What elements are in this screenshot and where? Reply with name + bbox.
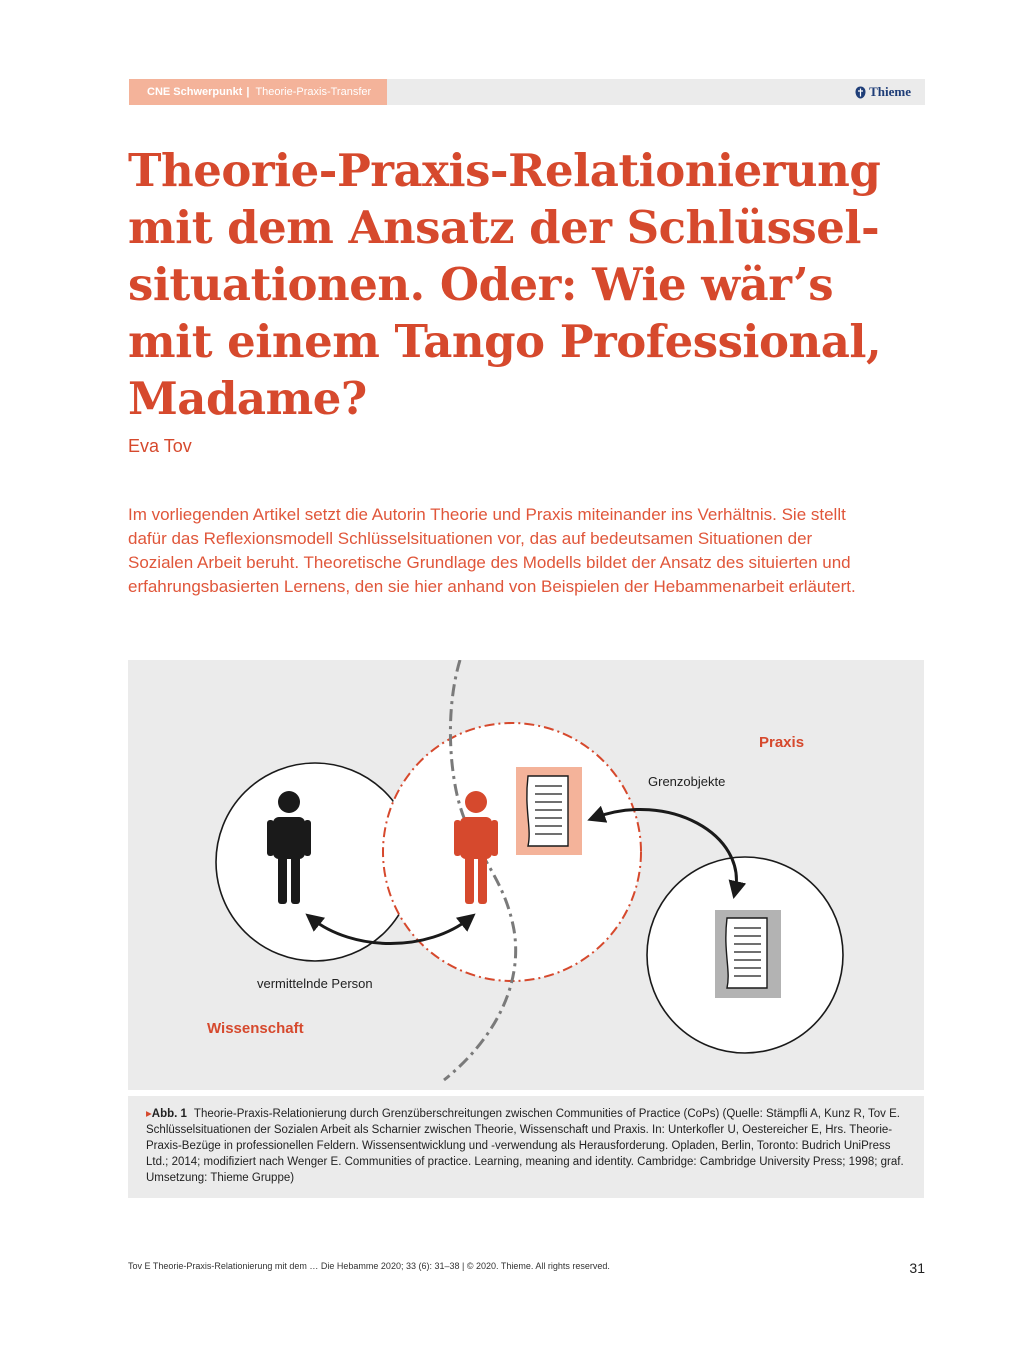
figure-number: Abb. 1 (151, 1108, 187, 1120)
title-line: mit dem Ansatz der Schlüssel- (128, 201, 880, 254)
section-separator: | (246, 86, 250, 98)
section-tab (129, 79, 387, 105)
footer-citation: Tov E Theorie-Praxis-Relationierung mit dem … Die Hebamme 2020; 33 (6): 31–38 | © 2020. Thieme. All rights reserved. (128, 1261, 610, 1271)
running-header (129, 79, 925, 105)
author-name: Eva Tov (128, 436, 192, 456)
publisher-logo (855, 79, 911, 105)
document-highlighted-icon (516, 767, 582, 855)
document-gray-icon (715, 910, 781, 998)
title-line: Theorie-Praxis-Relationierung (128, 144, 881, 197)
publisher-name: Thieme (869, 84, 911, 99)
thieme-seal-icon (855, 86, 866, 99)
figure-caption (128, 1096, 924, 1198)
wissenschaft-label: Wissenschaft (207, 1020, 304, 1037)
caption-marker-icon: ▸ (146, 1108, 152, 1120)
article-title (128, 142, 948, 427)
title-line: situationen. Oder: Wie wär’s (128, 258, 834, 311)
figure-diagram (128, 660, 924, 1090)
praxis-circle (383, 723, 641, 981)
abstract: Im vorliegenden Artikel setzt die Autorin Theorie und Praxis miteinander ins Verhältnis. Sie stellt dafür das Reflexionsmodell Schlüsselsituationen vor, das auf bedeutsamen Situationen der Sozialen Arbeit beruht. Theoretische Grundlage des Modells bildet der Ansatz des situierten und erfahrungsbasierten Lernens, den sie hier anhand von Beispielen der Hebammenarbeit erläutert. (128, 505, 856, 596)
section-label: CNE Schwerpunkt (147, 86, 243, 98)
grenzobjekte-label: Grenzobjekte (648, 774, 726, 789)
caption-text: Theorie-Praxis-Relationierung durch Grenzüberschreitungen zwischen Communities of Practice (CoPs) (Quelle: Stämpfli A, Kunz R, Tov E. Schlüsselsituationen der Sozialen Arbeit als Scharnier zwischen Theorie, Wissenschaft und Praxis. In: Unterkofler U, Oestereicher E, Hrs. Theorie-Praxis-Bezüge in professionellen Feldern. Wissensentwicklung und -verwendung als Herausforderung. Opladen, Berlin, Toronto: Budrich UniPress Ltd.; 2014; modifiziert nach Wenger E. Communities of practice. Learning, meaning and identity. Cambridge: Cambridge University Press; 1998; graf. Umsetzung: Thieme Gruppe) (146, 1108, 904, 1184)
title-line: mit einem Tango Professional, (128, 315, 882, 368)
praxis-label: Praxis (759, 734, 805, 751)
page-number: 31 (909, 1260, 925, 1276)
vermittelnde-person-label: vermittelnde Person (257, 976, 373, 991)
topic-label: Theorie-Praxis-Transfer (255, 86, 372, 98)
title-line: Madame? (128, 372, 367, 425)
